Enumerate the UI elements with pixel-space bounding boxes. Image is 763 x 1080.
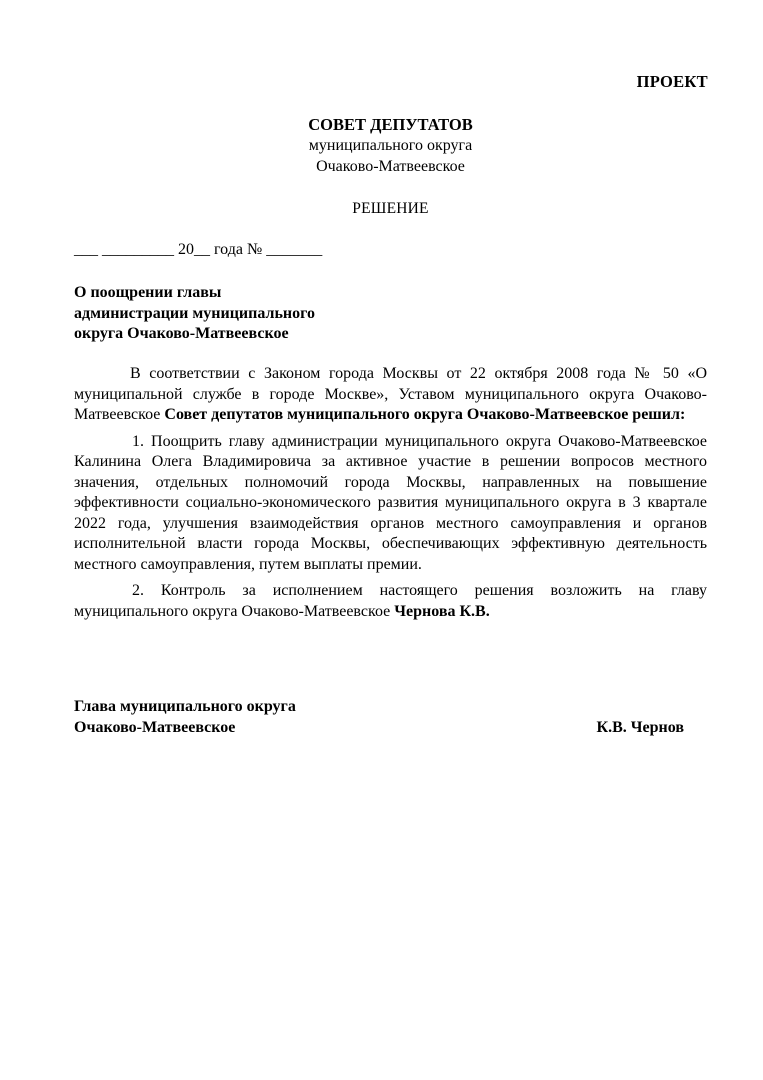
item-2-name: Чернова К.В.: [394, 602, 490, 620]
document-header: [0, 114, 763, 177]
item-2-text: 2. Контроль за исполнением настоящего решения возложить на главу муниципального округа Очаково-Матвеевское: [74, 582, 707, 620]
draft-mark: ПРОЕКТ: [636, 72, 708, 91]
signature-title-line-1: Глава муниципального округа: [74, 698, 296, 715]
decision-subject: [74, 283, 394, 345]
preamble-resolution: Совет депутатов муниципального округа Очаково-Матвеевское решил:: [164, 406, 686, 423]
date-number-line: ___ _________ 20__ года № _______: [74, 241, 323, 258]
item-1-text: 1. Поощрить главу администрации муниципального округа Очаково-Матвеевское Калинина Олега Владимировича за активное участие в решении вопросов местного значения, отдельных полномочий города Москвы, направленных на повышение эффективности социально-экономического развития муниципального округа в 3 квартале 2022 года, улучшения взаимодействия органов местного самоуправления и органов исполнительной власти города Москвы, обеспечивающих эффективную деятельность местного самоуправления, путем выплаты премии.: [74, 432, 707, 573]
signature-name: К.В. Чернов: [596, 718, 684, 736]
preamble-paragraph: [74, 364, 707, 426]
decision-body: [74, 364, 707, 622]
preamble-text: В соответствии с Законом города Москвы от 22 октября 2008 года № 50 «О муниципальной службе в городе Москве», Уставом муниципального округа Очаково-Матвеевское: [74, 365, 707, 423]
decision-item-1: [74, 432, 707, 576]
signature-block: [74, 697, 684, 738]
decision-title: РЕШЕНИЕ: [352, 200, 429, 217]
decision-item-2: [74, 581, 707, 622]
signature-title-line-2: Очаково-Матвеевское: [74, 718, 236, 736]
council-name: СОВЕТ ДЕПУТАТОВ: [308, 115, 473, 134]
header-line-district-name: Очаково-Матвеевское: [316, 158, 465, 175]
subject-line-1: О поощрении главы: [74, 284, 222, 301]
subject-line-2: администрации муниципального: [74, 304, 316, 322]
subject-line-3: округа Очаково-Матвеевское: [74, 325, 289, 342]
header-line-municipal-district: муниципального округа: [308, 137, 473, 154]
